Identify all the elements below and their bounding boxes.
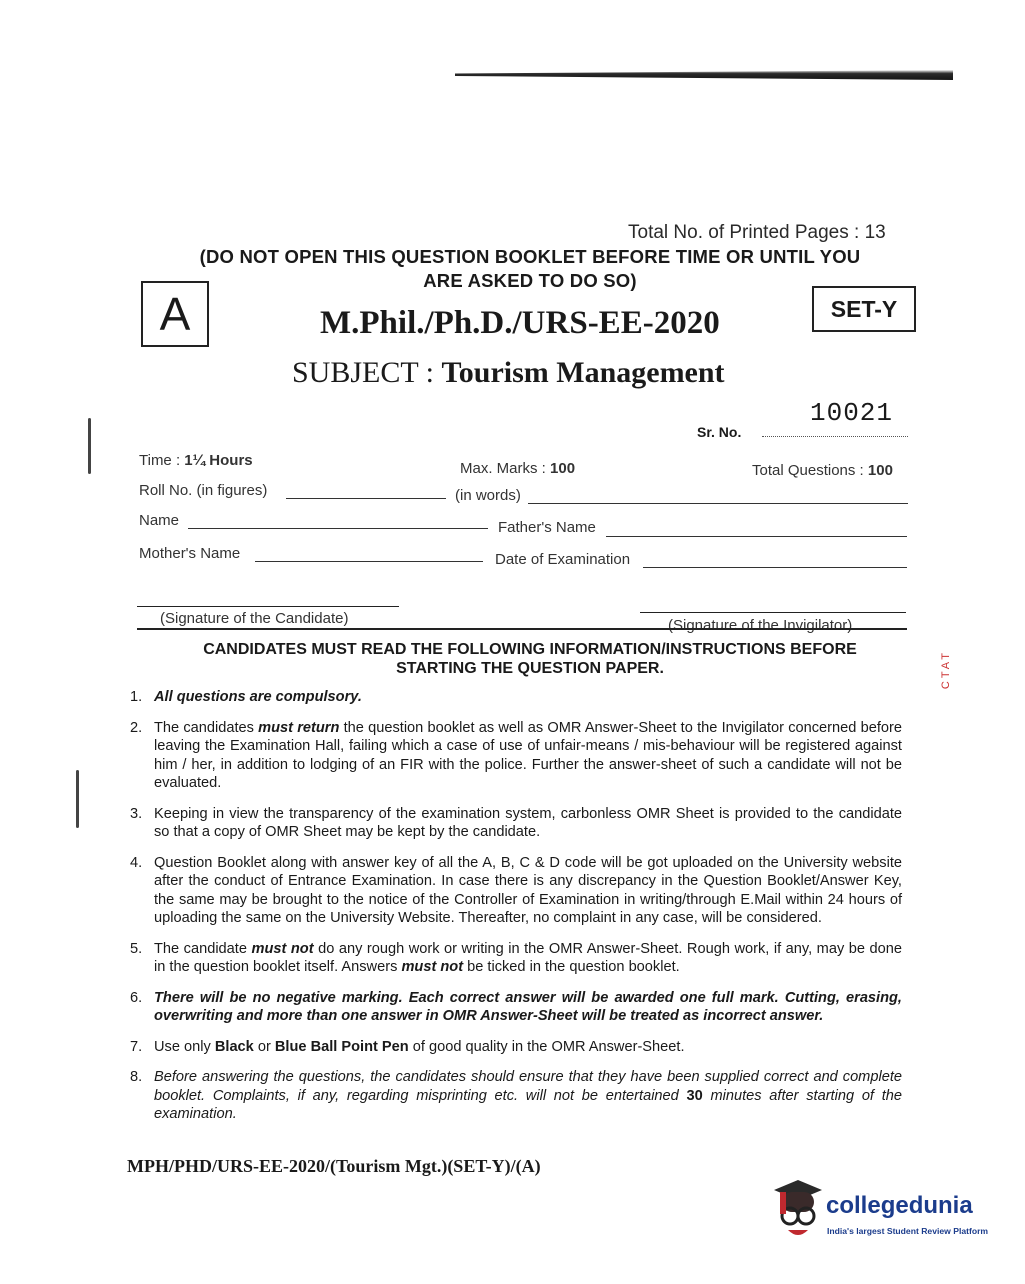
roll-figures-label: Roll No. (in figures) [139, 482, 268, 499]
instructions-heading-line: CANDIDATES MUST READ THE FOLLOWING INFORMATION/INSTRUCTIONS BEFORE [203, 641, 857, 658]
instruction-text: Blue Ball Point Pen [274, 1038, 409, 1055]
instruction-number: 8. [130, 1069, 143, 1085]
serial-number: 10021 [810, 398, 894, 428]
max-marks-value: 100 [550, 460, 576, 477]
instruction-item [130, 854, 902, 928]
set-code-box: SET-Y [812, 286, 916, 332]
printed-pages: Total No. of Printed Pages : 13 [628, 222, 886, 243]
instruction-item [130, 940, 902, 977]
serial-dotted-line [762, 436, 908, 437]
instruction-text: Keeping in view the transparency of the examination system, carbonless OMR Sheet is provided to the candidate so that a copy of OMR Sheet may be kept by the candidate. [154, 805, 902, 840]
total-questions-value: 100 [867, 462, 893, 479]
mother-name-line [255, 561, 483, 562]
instruction-number: 1. [130, 689, 143, 705]
instruction-item [130, 989, 902, 1026]
time-label: Time : [139, 452, 185, 469]
invigilator-signature-label: (Signature of the Invigilator) [668, 617, 853, 634]
instruction-text: The candidates [154, 719, 259, 736]
roll-words-label: (in words) [455, 487, 521, 504]
scan-top-bar [455, 70, 953, 80]
instruction-text: the question booklet as well as OMR Answer-Sheet to the Invigilator concerned before leaving the Examination Hall, failing which a case of use of unfair-means / mis-behaviour will be registered against him / her, in addition to lodging of an FIR with the police. Further the answer-sheet of such a candidate will not be evaluated. [154, 719, 902, 791]
time-value: 1¼ Hours [184, 452, 253, 469]
roll-words-line [528, 503, 908, 504]
name-label: Name [139, 512, 180, 529]
collegedunia-logo-text: collegedunia [826, 1192, 973, 1219]
subject-line [292, 356, 725, 390]
instruction-number: 3. [130, 805, 143, 822]
instruction-text: Use only [154, 1038, 215, 1055]
instructions-heading [140, 640, 920, 678]
instruction-item [130, 805, 902, 842]
instruction-number: 6. [130, 989, 143, 1006]
instruction-item [130, 1038, 902, 1057]
father-name-line [606, 536, 907, 537]
instruction-item [130, 1068, 902, 1124]
instruction-text: minutes after starting of the examination. [154, 1087, 902, 1122]
instruction-text: do any rough work or writing in the OMR Answer-Sheet. Rough work, if any, may be done in the question booklet itself. Answers [154, 940, 902, 975]
subject-label: SUBJECT : [292, 356, 434, 389]
do-not-open-warning [140, 245, 920, 293]
mother-name-label: Mother's Name [139, 545, 241, 562]
instruction-text: There will be no negative marking. Each correct answer will be awarded one full mark. Cutting, erasing, overwriting and more than one answer in OMR Answer-Sheet will be treated as incorrect answer. [154, 989, 902, 1024]
candidate-signature-label: (Signature of the Candidate) [160, 610, 349, 627]
instruction-item [130, 719, 902, 793]
instruction-number: 7. [130, 1038, 143, 1055]
date-label: Date of Examination [495, 551, 631, 568]
booklet-code-box: A [141, 281, 209, 347]
candidate-signature-line [137, 606, 399, 607]
instructions-list [130, 688, 902, 1136]
roll-figures-line [286, 498, 446, 499]
subject-name: Tourism Management [441, 356, 725, 389]
instruction-number: 2. [130, 719, 143, 736]
exam-title: M.Phil./Ph.D./URS-EE-2020 [320, 305, 720, 341]
instruction-text: must not [251, 940, 314, 957]
instructions-heading-line: STARTING THE QUESTION PAPER. [396, 660, 664, 677]
max-marks-field [460, 460, 575, 477]
footer-code: MPH/PHD/URS-EE-2020/(Tourism Mgt.)(SET-Y)/(A) [127, 1156, 541, 1176]
instruction-text: must return [258, 719, 340, 736]
warning-line: ARE ASKED TO DO SO) [423, 270, 637, 291]
warning-line: (DO NOT OPEN THIS QUESTION BOOKLET BEFORE TIME OR UNTIL YOU [199, 246, 861, 267]
margin-mark [88, 418, 91, 474]
instruction-number: 5. [130, 940, 143, 957]
instruction-text: of good quality in the OMR Answer-Sheet. [408, 1038, 685, 1055]
instruction-text: Black [214, 1038, 254, 1055]
date-line [643, 567, 907, 568]
section-divider [137, 628, 907, 630]
instruction-text: All questions are compulsory. [154, 689, 362, 705]
instruction-text: Question Booklet along with answer key of all the A, B, C & D code will be got uploaded on the University website after the conduct of Entrance Examination. In case there is any discrepancy in the Question Booklet/Answer Key, the same may be brought to the notice of the Controller of Examination in writing/through E.Mail within 24 hours of uploading the same on the University Website. Thereafter, no complaint in any case, will be considered. [154, 854, 902, 926]
instruction-text: be ticked in the question booklet. [463, 959, 680, 975]
invigilator-signature-line [640, 612, 906, 613]
instruction-text: The candidate [154, 940, 252, 957]
instruction-text: must not [401, 959, 464, 975]
collegedunia-mascot-icon [768, 1178, 824, 1250]
max-marks-label: Max. Marks : [460, 460, 551, 477]
time-field [139, 452, 253, 469]
instruction-text: or [253, 1038, 275, 1055]
serial-label: Sr. No. [697, 424, 742, 440]
side-mark: CTAT [940, 650, 952, 690]
collegedunia-tagline: India's largest Student Review Platform [827, 1226, 989, 1236]
instruction-text: 30 [686, 1087, 703, 1104]
instruction-item [130, 688, 902, 707]
instruction-text: Before answering the questions, the candidates should ensure that they have been supplied correct and complete booklet. Complaints, if any, regarding misprinting etc. will not be entertained [154, 1069, 902, 1104]
total-questions-field [752, 462, 893, 479]
father-name-label: Father's Name [498, 519, 596, 536]
total-questions-label: Total Questions : [752, 462, 868, 479]
instruction-number: 4. [130, 854, 143, 871]
margin-mark [76, 770, 79, 828]
name-line [188, 528, 488, 529]
